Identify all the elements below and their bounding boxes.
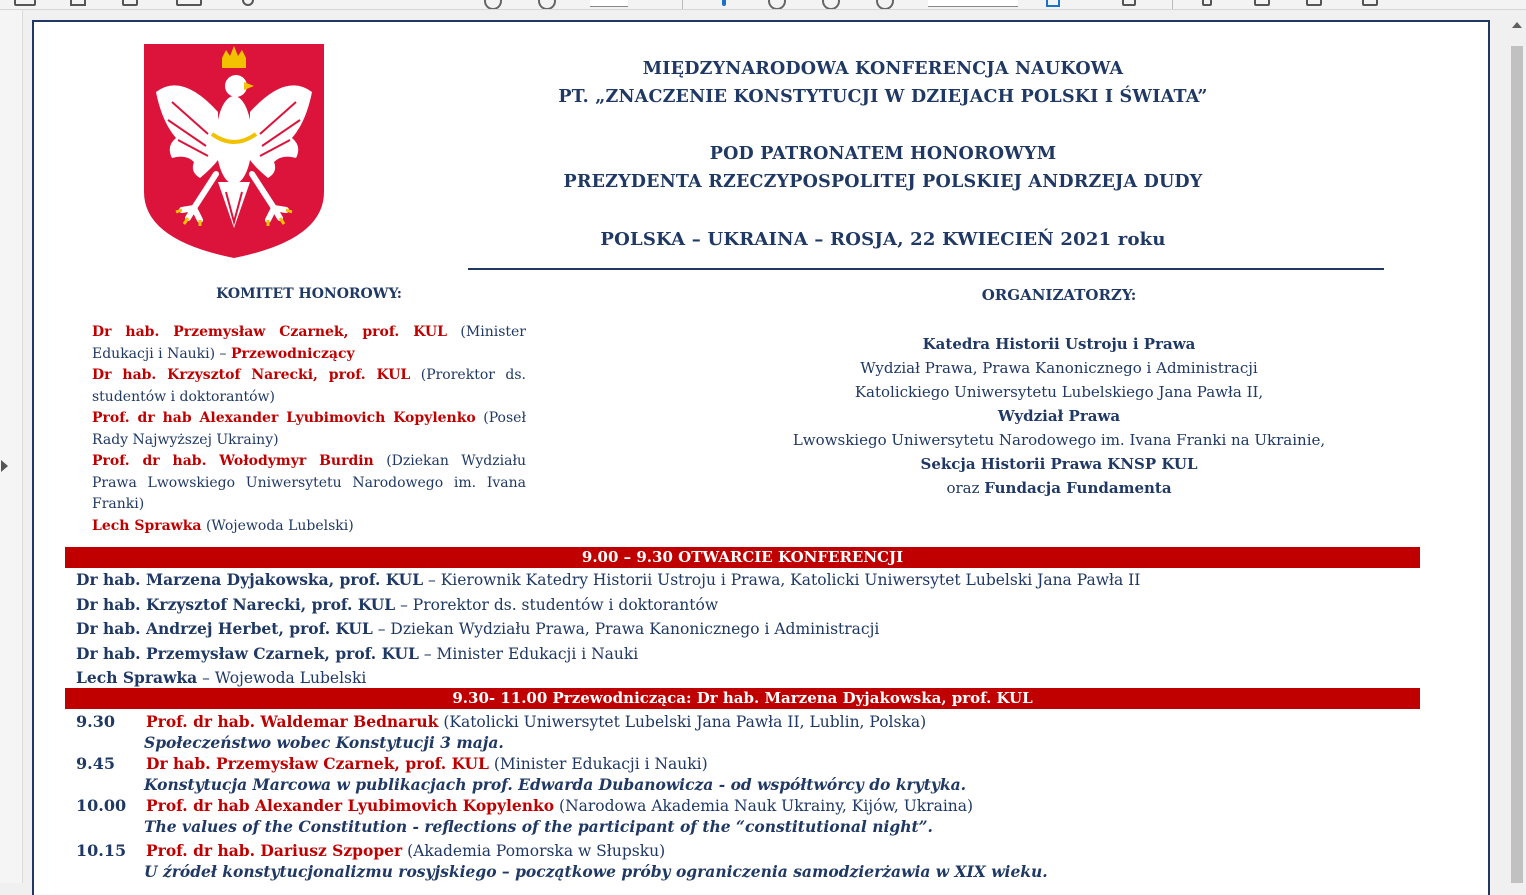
opening-speaker: Lech Sprawka – Wojewoda Lubelski bbox=[76, 668, 367, 688]
organizer-line: Wydział Prawa bbox=[997, 407, 1121, 425]
opening-speaker: Dr hab. Marzena Dyjakowska, prof. KUL – Kierownik Katedry Historii Ustroju i Prawa, Katolicki Uniwersytet Lubelski Jana Pawła II bbox=[76, 570, 1141, 589]
committee-member: Prof. dr hab Alexander Lyubimovich Kopylenko (Poseł Rady Najwyższej Ukrainy) bbox=[92, 410, 526, 448]
talk-affiliation: (Akademia Pomorska w Słupsku) bbox=[402, 842, 666, 860]
patron-name: PREZYDENTA RZECZYPOSPOLITEJ POLSKIEJ ANDRZEJA DUDY bbox=[563, 172, 1203, 192]
vertical-scrollbar[interactable] bbox=[1508, 10, 1526, 883]
opening-speaker: Dr hab. Andrzej Herbet, prof. KUL – Dziekan Wydziału Prawa, Prawa Kanonicznego i Administracji bbox=[76, 619, 880, 639]
opening-speaker: Dr hab. Krzysztof Narecki, prof. KUL – Prorektor ds. studentów i doktorantów bbox=[76, 594, 719, 614]
talk-time: 9.30 bbox=[76, 712, 115, 731]
organizer-line: Lwowskiego Uniwersytetu Narodowego im. Ivana Franki na Ukrainie, bbox=[792, 431, 1326, 449]
prev-page-icon[interactable] bbox=[484, 0, 502, 10]
talk-title: Społeczeństwo wobec Konstytucji 3 maja. bbox=[144, 733, 504, 752]
select-tool-icon[interactable] bbox=[722, 0, 726, 6]
comment-icon[interactable] bbox=[1202, 0, 1212, 6]
scroll-thumb[interactable] bbox=[1511, 46, 1523, 883]
zoom-in-icon[interactable] bbox=[876, 0, 894, 10]
patronage-line: POD PATRONATEM HONOROWYM bbox=[709, 144, 1057, 164]
session-bar: 9.30- 11.00 Przewodnicząca: Dr hab. Marzena Dyjakowska, prof. KUL bbox=[65, 688, 1420, 709]
zoom-out-icon[interactable] bbox=[822, 0, 840, 10]
document-page bbox=[32, 20, 1490, 895]
print-icon[interactable] bbox=[122, 0, 138, 6]
opening-session-bar: 9.00 – 9.30 OTWARCIE KONFERENCJI bbox=[65, 547, 1420, 568]
talk-affiliation: (Minister Edukacji i Nauki) bbox=[488, 755, 708, 773]
hand-tool-icon[interactable] bbox=[768, 0, 786, 10]
organizers-list bbox=[694, 332, 1424, 500]
search-icon[interactable] bbox=[242, 0, 254, 6]
committee-title: KOMITET HONOROWY: bbox=[216, 286, 402, 302]
talk-title: The values of the Constitution - reflections of the participant of the “constitutional night”. bbox=[144, 817, 933, 836]
page-number-input[interactable] bbox=[590, 0, 628, 7]
header-divider bbox=[468, 268, 1384, 270]
organizer-line: Katedra Historii Ustroju i Prawa bbox=[922, 335, 1196, 353]
viewer-toolbar bbox=[0, 0, 1526, 10]
committee-member: Prof. dr hab. Wołodymyr Burdin (Dziekan Wydziału Prawa Lwowskiego Uniwersytetu Narodowego im. Ivana Franki) bbox=[92, 453, 527, 512]
talk-time: 10.15 bbox=[76, 841, 127, 860]
talk-time: 9.45 bbox=[76, 754, 115, 773]
organizer-line: Katolickiego Uniwersytetu Lubelskiego Jana Pawła II, bbox=[854, 383, 1264, 401]
talk-affiliation: (Katolicki Uniwersytet Lubelski Jana Pawła II, Lublin, Polska) bbox=[438, 713, 927, 731]
fit-width-icon[interactable] bbox=[1046, 0, 1060, 7]
side-panel-arrow-icon[interactable] bbox=[1, 460, 8, 472]
scroll-mode-icon[interactable] bbox=[1122, 0, 1136, 6]
talk-time: 10.00 bbox=[76, 796, 127, 815]
talk-speaker: Prof. dr hab. Waldemar Bednaruk bbox=[146, 712, 439, 731]
scroll-up-icon[interactable] bbox=[1512, 22, 1522, 28]
talk-speaker: Dr hab. Przemysław Czarnek, prof. KUL bbox=[146, 754, 489, 773]
opening-speaker: Dr hab. Przemysław Czarnek, prof. KUL – Minister Edukacji i Nauki bbox=[76, 643, 639, 663]
edit-icon[interactable] bbox=[1362, 0, 1378, 6]
sign-icon[interactable] bbox=[1306, 0, 1322, 6]
organizer-line: oraz Fundacja Fundamenta bbox=[946, 479, 1172, 497]
conference-date: POLSKA – UKRAINA – ROSJA, 22 KWIECIEŃ 2021 roku bbox=[600, 229, 1166, 250]
talk-title: Konstytucja Marcowa w publikacjach prof. Edwarda Dubanowicza - od współtwórcy do krytyka. bbox=[144, 775, 967, 794]
bookmark-icon[interactable] bbox=[70, 0, 86, 6]
talk-affiliation: (Narodowa Akademia Nauk Ukrainy, Kijów, Ukraina) bbox=[554, 797, 974, 815]
talk-title: U źródeł konstytucjonalizmu rosyjskiego – początkowe próby ograniczenia samodzierżawia w XIX wieku. bbox=[144, 862, 1048, 881]
email-icon[interactable] bbox=[176, 0, 202, 6]
committee-member: Lech Sprawka (Wojewoda Lubelski) bbox=[92, 517, 354, 534]
talk-speaker: Prof. dr hab Alexander Lyubimovich Kopylenko bbox=[146, 796, 555, 815]
conference-subtitle: PT. „ZNACZENIE KONSTYTUCJI W DZIEJACH POLSKI I ŚWIATA” bbox=[558, 87, 1208, 107]
next-page-icon[interactable] bbox=[538, 0, 556, 10]
committee-list bbox=[92, 322, 526, 537]
opening-speakers bbox=[76, 568, 1416, 691]
program-item bbox=[76, 795, 1416, 837]
conference-title: MIĘDZYNARODOWA KONFERENCJA NAUKOWA bbox=[642, 59, 1124, 79]
committee-member: Dr hab. Przemysław Czarnek, prof. KUL (Minister Edukacji i Nauki) – Przewodniczący bbox=[92, 324, 526, 362]
highlight-icon[interactable] bbox=[1254, 0, 1270, 6]
side-panel bbox=[0, 10, 23, 883]
polish-eagle-emblem bbox=[142, 42, 326, 260]
organizers-title: ORGANIZATORZY: bbox=[981, 286, 1137, 304]
committee-member: Dr hab. Krzysztof Narecki, prof. KUL (Prorektor ds. studentów i doktorantów) bbox=[92, 367, 526, 405]
organizer-line: Sekcja Historii Prawa KNSP KUL bbox=[920, 455, 1198, 473]
zoom-level-input[interactable] bbox=[928, 0, 1018, 7]
program-item bbox=[76, 840, 1416, 882]
organizer-line: Wydział Prawa, Prawa Kanonicznego i Administracji bbox=[860, 359, 1258, 377]
sidebar-toggle-icon[interactable] bbox=[14, 0, 36, 6]
program-item bbox=[76, 753, 1416, 795]
program-item bbox=[76, 711, 1416, 753]
talk-speaker: Prof. dr hab. Dariusz Szpoper bbox=[146, 841, 403, 860]
